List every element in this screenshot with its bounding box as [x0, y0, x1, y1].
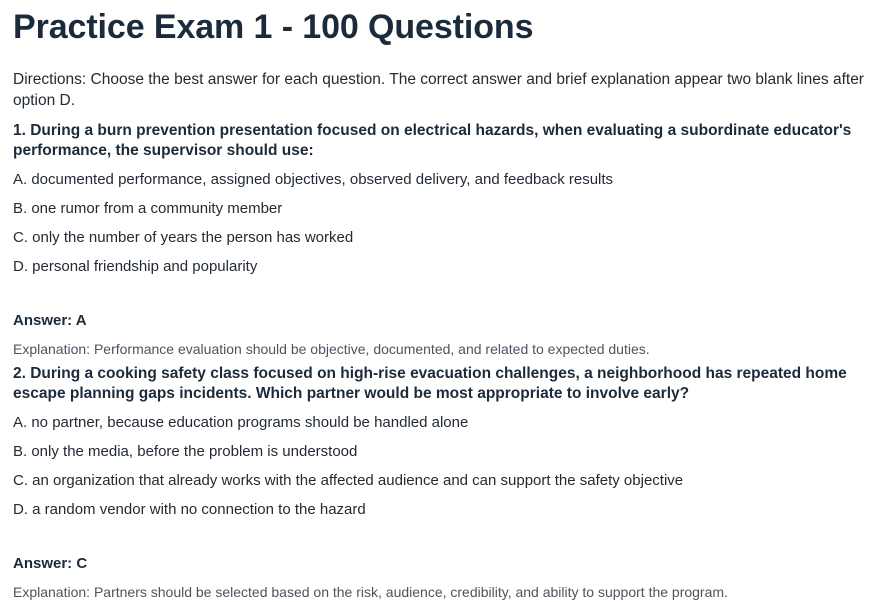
question-1-option-d: D. personal friendship and popularity — [13, 258, 258, 275]
question-1-option-a: A. documented performance, assigned objectives, observed delivery, and feedback results — [13, 171, 614, 188]
directions-text: Directions: Choose the best answer for each question. The correct answer and brief explanation appear two blank lines after option D. — [13, 71, 864, 109]
question-2-option-c: C. an organization that already works with the affected audience and can support the safety objective — [13, 472, 684, 489]
question-2-option-a: A. no partner, because education programs should be handled alone — [13, 414, 469, 431]
page-title: Practice Exam 1 - 100 Questions — [13, 8, 534, 46]
question-1-option-b: B. one rumor from a community member — [13, 200, 283, 217]
question-1-options — [13, 170, 882, 277]
question-2-option-d: D. a random vendor with no connection to the hazard — [13, 501, 366, 518]
question-2-block — [13, 364, 882, 602]
question-1-answer: Answer: A — [13, 312, 87, 329]
question-1-block — [13, 121, 882, 359]
question-2-text: 2. During a cooking safety class focused on high-rise evacuation challenges, a neighborhood has repeated home escape planning gaps incidents. Which partner would be most appropriate to involve early? — [13, 365, 847, 402]
question-2-explanation: Explanation: Partners should be selected based on the risk, audience, credibility, and ability to support the program. — [13, 584, 728, 600]
question-2-option-b: B. only the media, before the problem is understood — [13, 443, 358, 460]
question-1-option-c: C. only the number of years the person has worked — [13, 229, 354, 246]
question-1-explanation: Explanation: Performance evaluation should be objective, documented, and related to expected duties. — [13, 341, 650, 357]
question-2-options — [13, 413, 882, 520]
question-1-text: 1. During a burn prevention presentation focused on electrical hazards, when evaluating a subordinate educator's performance, the supervisor should use: — [13, 122, 852, 159]
question-2-answer: Answer: C — [13, 555, 88, 572]
